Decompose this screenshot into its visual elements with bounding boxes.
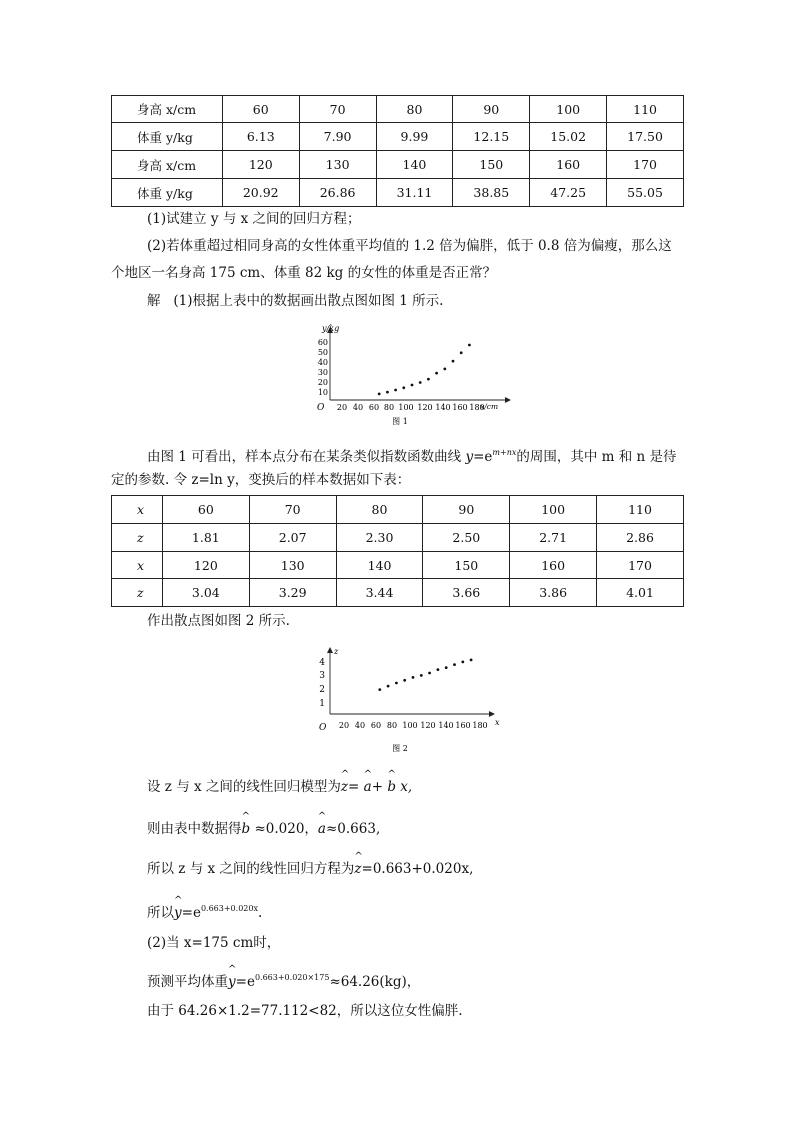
- table-cell: 2.30: [336, 524, 423, 552]
- text: =0.663+0.020x,: [361, 861, 474, 877]
- y-tick-label: 50: [317, 348, 328, 357]
- table-cell: 70: [299, 96, 376, 123]
- scatter-point: [453, 663, 456, 666]
- scatter-point: [403, 679, 406, 682]
- table-cell: 160: [530, 151, 607, 179]
- x-tick-label: 60: [368, 403, 380, 412]
- b-hat: ^ b: [387, 778, 396, 796]
- x-tick-label: 100: [398, 403, 414, 412]
- y-hat: ^ y: [228, 973, 236, 991]
- table-row: [112, 123, 684, 151]
- solution-line-1: [147, 292, 443, 310]
- text: +: [371, 779, 384, 795]
- table-cell: 100: [530, 96, 607, 123]
- x-axis-arrow: [505, 398, 510, 403]
- table-cell: 3.66: [423, 579, 510, 607]
- scatter-point: [395, 682, 398, 685]
- table-cell: 15.02: [530, 123, 607, 151]
- scatter-point: [443, 368, 446, 371]
- math-eq: =e: [473, 449, 493, 465]
- table-cell: 31.11: [376, 179, 453, 207]
- table-cell: 17.50: [607, 123, 684, 151]
- question-1: (1)试建立 y 与 x 之间的回归方程；: [147, 211, 361, 227]
- exp-model-line: [147, 900, 262, 922]
- y-tick-label: 60: [317, 338, 328, 347]
- scatter-point: [420, 674, 423, 677]
- question-2-line-1: (2)若体重超过相同身高的女性体重平均值的 1.2 倍为偏胖，低于 0.8 倍为偏瘦，那么这: [147, 238, 672, 254]
- scatter-point: [394, 389, 397, 392]
- table-row: [112, 552, 684, 579]
- text: ≈0.663,: [325, 821, 381, 837]
- text: .: [257, 905, 263, 921]
- table-cell: 3.44: [336, 579, 423, 607]
- table-row-header: x: [112, 496, 163, 524]
- table-cell: 26.86: [299, 179, 376, 207]
- table-cell: 2.71: [510, 524, 597, 552]
- table-cell: 90: [453, 96, 530, 123]
- x-tick-label: 140: [435, 403, 451, 412]
- table-row-header: 身高 x/cm: [112, 151, 223, 179]
- math-exponent: 0.663+0.020x: [200, 904, 258, 913]
- x-tick-label: 100: [402, 721, 418, 730]
- solution-label: 解: [147, 293, 161, 309]
- scatter-point: [452, 360, 455, 363]
- paragraph-1-line-1: [147, 444, 677, 466]
- x-tick-label: 60: [370, 721, 382, 730]
- table-cell: 7.90: [299, 123, 376, 151]
- figure-2-caption: 图 2: [392, 744, 408, 753]
- y-tick-label: 10: [317, 388, 328, 397]
- text: =: [348, 779, 360, 795]
- table-cell: 38.85: [453, 179, 530, 207]
- scatter-point: [378, 688, 381, 691]
- prediction-line: [147, 969, 420, 991]
- scatter-point: [427, 378, 430, 381]
- table-row: [112, 579, 684, 607]
- a-hat: ^ a: [318, 820, 326, 838]
- scatter-point: [468, 344, 471, 347]
- x-axis-arrow: [489, 712, 494, 717]
- x-tick-label: 160: [452, 403, 468, 412]
- question-2-line-2: 个地区一名身高 175 cm、体重 82 kg 的女性的体重是否正常？: [111, 265, 497, 281]
- x-tick-label: 20: [336, 403, 348, 412]
- table-cell: 110: [607, 96, 684, 123]
- math-exponent: m+nx: [492, 448, 517, 457]
- figure-1-caption: 图 1: [392, 417, 408, 426]
- table-row: [112, 179, 684, 207]
- y-tick-label: 4: [319, 658, 325, 668]
- table-cell: 80: [336, 496, 423, 524]
- table-cell: 2.50: [423, 524, 510, 552]
- paragraph-1-line-2: 定的参数. 令 z=ln y，变换后的样本数据如下表：: [111, 472, 411, 488]
- table-cell: 170: [597, 552, 684, 579]
- text: 预测平均体重: [147, 974, 228, 990]
- text: 设 z 与 x 之间的线性回归模型为: [147, 779, 341, 795]
- math-y: y: [465, 449, 474, 465]
- part-2-line: (2)当 x=175 cm时，: [147, 935, 281, 951]
- table-cell: 9.99: [376, 123, 453, 151]
- y-axis-arrow: [328, 648, 333, 653]
- table-row: [112, 524, 684, 552]
- y-tick-label: 30: [317, 368, 328, 377]
- table-cell: 6.13: [222, 123, 299, 151]
- origin-label: O: [317, 403, 325, 413]
- table-cell: 47.25: [530, 179, 607, 207]
- figure-2-scatter: [300, 640, 520, 758]
- paragraph-text: 由图 1 可看出，样本点分布在某条类似指数函数曲线: [147, 449, 466, 465]
- table-cell: 12.15: [453, 123, 530, 151]
- y-tick-label: 1: [319, 699, 325, 709]
- scatter-point: [460, 351, 463, 354]
- table-cell: 150: [453, 151, 530, 179]
- table-cell: 2.07: [249, 524, 336, 552]
- scatter-point: [387, 685, 390, 688]
- table-cell: 170: [607, 151, 684, 179]
- paragraph-text: 的周围，其中 m 和 n 是待: [516, 449, 677, 465]
- y-tick-label: 2: [319, 685, 325, 695]
- x-tick-label: 80: [383, 403, 395, 412]
- math-exponent: 0.663+0.020×175: [254, 973, 330, 982]
- solution-part-1: (1)根据上表中的数据画出散点图如图 1 所示.: [173, 293, 444, 309]
- table-cell: 140: [336, 552, 423, 579]
- table-cell: 60: [222, 96, 299, 123]
- table-cell: 110: [597, 496, 684, 524]
- scatter-point: [428, 672, 431, 675]
- text: x,: [400, 779, 413, 795]
- table-cell: 3.86: [510, 579, 597, 607]
- table-cell: 70: [249, 496, 336, 524]
- scatter-point: [411, 384, 414, 387]
- text: =e: [181, 905, 201, 921]
- text: 则由表中数据得: [147, 821, 242, 837]
- figure-2-intro: 作出散点图如图 2 所示.: [147, 613, 290, 629]
- x-tick-label: 80: [386, 721, 398, 730]
- scatter-point: [412, 676, 415, 679]
- y-axis-label: z: [334, 647, 339, 656]
- text: 所以 z 与 x 之间的线性回归方程为: [147, 861, 355, 877]
- x-tick-label: 160: [455, 721, 471, 730]
- table-cell: 140: [376, 151, 453, 179]
- table-cell: 130: [299, 151, 376, 179]
- table-cell: 1.81: [162, 524, 249, 552]
- model-line: [147, 778, 412, 796]
- x-axis-label: x: [495, 718, 500, 727]
- a-hat: ^ a: [364, 778, 372, 796]
- table-cell: 3.04: [162, 579, 249, 607]
- y-axis-label: y/kg: [322, 324, 340, 333]
- table-row-header: 身高 x/cm: [112, 96, 223, 123]
- table-cell: 90: [423, 496, 510, 524]
- origin-label: O: [319, 723, 327, 733]
- b-hat: ^ b: [242, 820, 251, 838]
- x-axis-label: x/cm: [480, 402, 499, 411]
- scatter-point: [461, 661, 464, 664]
- scatter-point: [445, 666, 448, 669]
- y-tick-label: 40: [317, 358, 328, 367]
- conclusion-line: 由于 64.26×1.2=77.112<82，所以这位女性偏胖.: [147, 1003, 463, 1019]
- scatter-point: [470, 659, 473, 662]
- table-cell: 100: [510, 496, 597, 524]
- y-hat: ^ y: [174, 904, 182, 922]
- x-tick-label: 40: [354, 721, 366, 730]
- text: ≈64.26(kg)，: [329, 974, 421, 990]
- scatter-point: [402, 386, 405, 389]
- table-cell: 130: [249, 552, 336, 579]
- y-tick-label: 3: [319, 671, 325, 681]
- table-row: [112, 496, 684, 524]
- table-row: [112, 151, 684, 179]
- scatter-point: [419, 381, 422, 384]
- table-row-header: 体重 y/kg: [112, 179, 223, 207]
- scatter-point: [435, 372, 438, 375]
- table-cell: 4.01: [597, 579, 684, 607]
- transformed-data-table: [111, 495, 684, 607]
- x-tick-label: 180: [472, 721, 488, 730]
- table-row-header: z: [112, 579, 163, 607]
- x-tick-label: 180: [469, 403, 485, 412]
- height-weight-table: [111, 95, 684, 207]
- table-cell: 120: [222, 151, 299, 179]
- scatter-point: [378, 393, 381, 396]
- table-row-header: 体重 y/kg: [112, 123, 223, 151]
- text: 所以: [147, 905, 174, 921]
- table-row: [112, 96, 684, 123]
- table-cell: 80: [376, 96, 453, 123]
- x-tick-label: 120: [420, 721, 436, 730]
- regression-line: [147, 860, 473, 878]
- text: ≈0.020，: [254, 821, 318, 837]
- z-hat: ^ z: [341, 778, 348, 796]
- table-cell: 3.29: [249, 579, 336, 607]
- estimate-line: [147, 820, 380, 838]
- table-cell: 160: [510, 552, 597, 579]
- x-tick-label: 40: [352, 403, 364, 412]
- table-row-header: x: [112, 552, 163, 579]
- scatter-point: [386, 391, 389, 394]
- figure-1-scatter: [300, 320, 520, 430]
- x-tick-label: 140: [438, 721, 454, 730]
- table-cell: 2.86: [597, 524, 684, 552]
- y-tick-label: 20: [317, 378, 328, 387]
- x-tick-label: 120: [417, 403, 433, 412]
- table-cell: 120: [162, 552, 249, 579]
- z-hat: ^ z: [354, 860, 361, 878]
- table-cell: 150: [423, 552, 510, 579]
- table-cell: 20.92: [222, 179, 299, 207]
- table-row-header: z: [112, 524, 163, 552]
- scatter-point: [437, 668, 440, 671]
- table-cell: 60: [162, 496, 249, 524]
- text: =e: [235, 974, 255, 990]
- x-tick-label: 20: [338, 721, 350, 730]
- table-cell: 55.05: [607, 179, 684, 207]
